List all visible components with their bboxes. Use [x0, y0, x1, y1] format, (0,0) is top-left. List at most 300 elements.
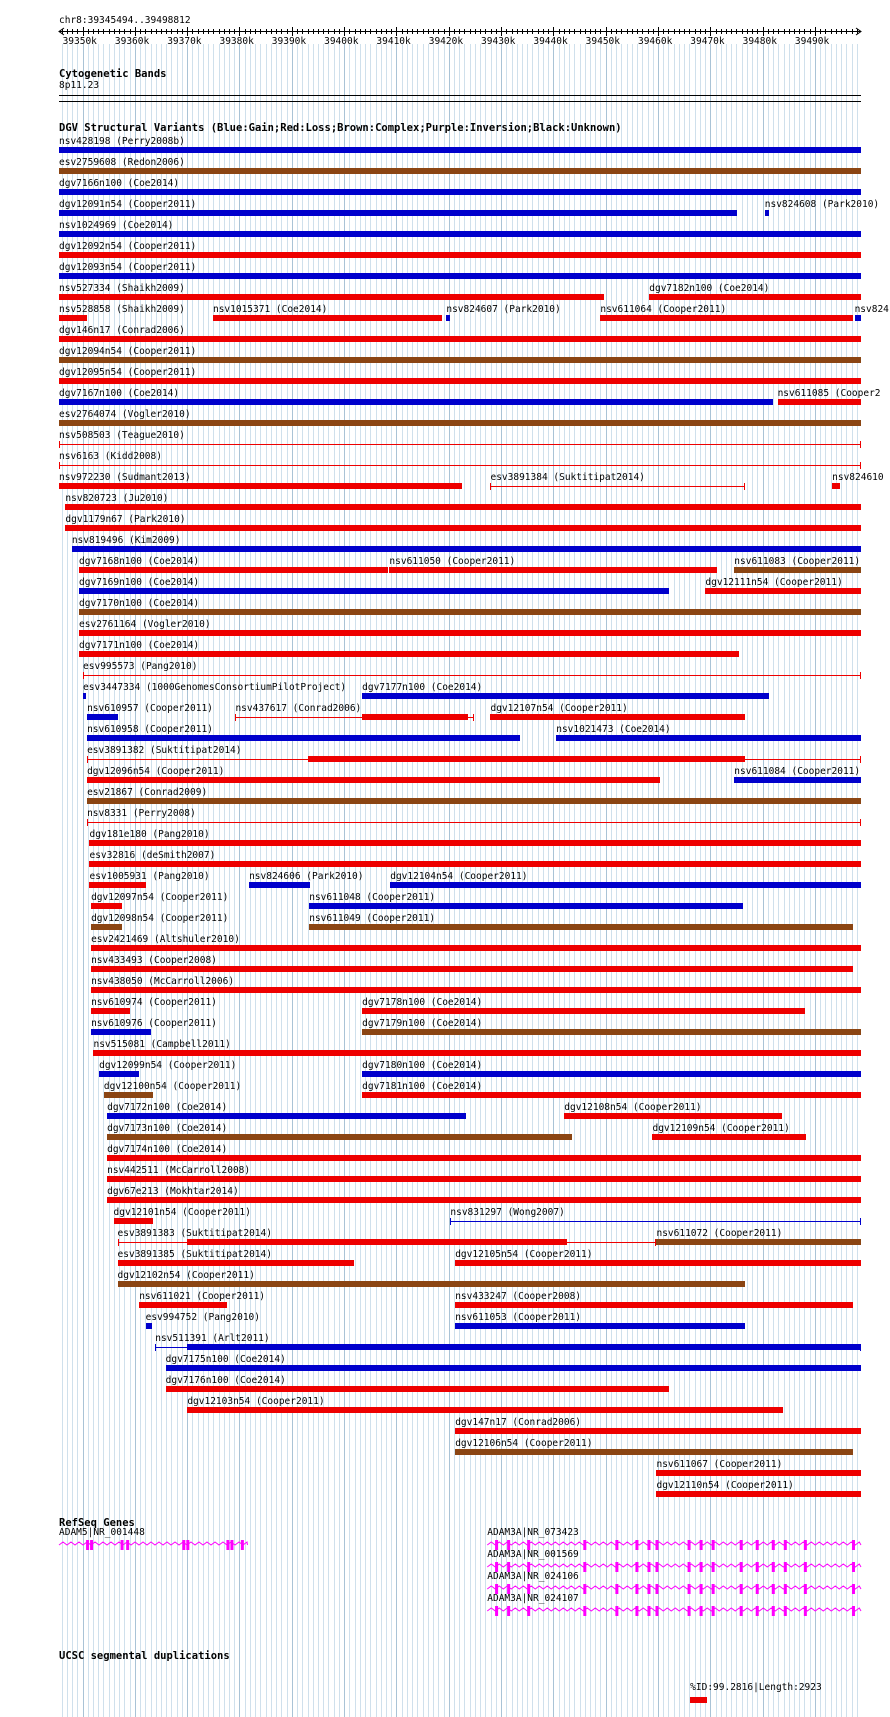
gene-exon — [507, 1606, 510, 1616]
gene-exon — [635, 1584, 638, 1594]
variant-bar[interactable] — [362, 1008, 805, 1014]
variant-bar[interactable] — [107, 1113, 466, 1119]
variant-label: nsv611084 (Cooper2011) — [734, 766, 861, 777]
variant-label: nsv1024969 (Coe2014) — [59, 220, 174, 231]
variant-label: nsv1021473 (Coe2014) — [556, 724, 671, 735]
variant-bar[interactable] — [107, 1197, 861, 1203]
variant-bar[interactable] — [79, 588, 668, 594]
variant-bar[interactable] — [83, 693, 86, 699]
variant-label: dgv7173n100 (Coe2014) — [107, 1123, 228, 1134]
variant-label: dgv12093n54 (Cooper2011) — [59, 262, 197, 273]
variant-bar[interactable] — [734, 567, 861, 573]
variant-bar[interactable] — [91, 903, 121, 909]
variant-label: nsv437617 (Conrad2006) — [235, 703, 362, 714]
variant-label: nsv433493 (Cooper2008) — [91, 955, 217, 966]
variant-bar[interactable] — [705, 588, 861, 594]
variant-label: dgv7180n100 (Coe2014) — [362, 1060, 483, 1071]
variant-end-tick — [87, 819, 88, 826]
variant-label: dgv7170n100 (Coe2014) — [79, 598, 200, 609]
variant-label: nsv611064 (Cooper2011) — [600, 304, 727, 315]
gene-exon — [647, 1562, 650, 1572]
variant-label: nsv824607 (Park2010) — [446, 304, 561, 315]
variant-bar[interactable] — [91, 924, 121, 930]
variant-bar[interactable] — [362, 1092, 861, 1098]
gene-exon — [700, 1540, 703, 1550]
variant-bar[interactable] — [59, 444, 861, 445]
variant-label: dgv7172n100 (Coe2014) — [107, 1102, 228, 1113]
variant-bar[interactable] — [166, 1365, 861, 1371]
variant-bar[interactable] — [59, 378, 861, 384]
variant-bar[interactable] — [107, 1176, 861, 1182]
variant-label: esv32816 (deSmith2007) — [89, 850, 216, 861]
variant-label: esv995573 (Pang2010) — [83, 661, 198, 672]
variant-label: nsv8331 (Perry2008) — [87, 808, 196, 819]
gene-exon — [230, 1540, 233, 1550]
variant-end-tick — [860, 1218, 861, 1225]
variant-label: nsv824606 (Park2010) — [249, 871, 364, 882]
gene-exon — [756, 1606, 759, 1616]
variant-bar[interactable] — [65, 504, 861, 510]
variant-bar[interactable] — [649, 294, 861, 300]
variant-bar[interactable] — [118, 1281, 745, 1287]
variant-label: nsv611085 (Cooper2 — [777, 388, 881, 399]
variant-bar[interactable] — [91, 1029, 151, 1035]
variant-bar[interactable] — [455, 1323, 745, 1329]
gene-exon — [852, 1584, 855, 1594]
variant-bar[interactable] — [118, 1260, 355, 1266]
gene-exon — [712, 1606, 715, 1616]
variant-bar[interactable] — [89, 882, 145, 888]
variant-end-tick — [59, 441, 60, 448]
variant-bar[interactable] — [656, 1470, 861, 1476]
variant-bar[interactable] — [59, 231, 861, 237]
variant-label: dgv7178n100 (Coe2014) — [362, 997, 483, 1008]
variant-label: dgv12100n54 (Cooper2011) — [103, 1081, 242, 1092]
variant-end-tick — [860, 462, 861, 469]
variant-label: dgv12111n54 (Cooper2011) — [705, 577, 843, 588]
variant-label: dgv12099n54 (Cooper2011) — [99, 1060, 237, 1071]
variant-end-tick — [59, 462, 60, 469]
refseq-track-title: RefSeq Genes — [59, 1517, 135, 1529]
variant-label: esv3891382 (Suktitipat2014) — [87, 745, 242, 756]
tick-label: 39470k — [690, 36, 725, 47]
variant-label: dgv12105n54 (Cooper2011) — [455, 1249, 593, 1260]
variant-end-tick — [450, 1218, 451, 1225]
variant-label: nsv433247 (Cooper2008) — [455, 1291, 582, 1302]
variant-label: dgv12097n54 (Cooper2011) — [91, 892, 229, 903]
variant-bar[interactable] — [213, 315, 442, 321]
variant-bar[interactable] — [59, 189, 861, 195]
variant-label: dgv7181n100 (Coe2014) — [362, 1081, 483, 1092]
gene-exon — [583, 1562, 586, 1572]
variant-label: nsv527334 (Shaikh2009) — [59, 283, 185, 294]
variant-end-tick — [235, 714, 236, 721]
gene-exon — [784, 1584, 787, 1594]
variant-bar[interactable] — [87, 735, 520, 741]
track-divider — [59, 95, 861, 96]
variant-label: nsv820723 (Ju2010) — [65, 493, 169, 504]
gene-exon — [635, 1540, 638, 1550]
gene-exon — [772, 1606, 775, 1616]
variant-bar[interactable] — [308, 756, 745, 762]
gene-label: ADAM5|NR_001448 — [59, 1527, 145, 1538]
variant-end-tick — [860, 441, 861, 448]
variant-bar[interactable] — [83, 675, 861, 676]
variant-bar[interactable] — [455, 1302, 853, 1308]
gene-exon — [688, 1606, 691, 1616]
variant-bar[interactable] — [390, 882, 861, 888]
gene-exon — [615, 1606, 618, 1616]
variant-bar[interactable] — [87, 798, 861, 804]
tick-label: 39480k — [742, 36, 777, 47]
variant-label: nsv611021 (Cooper2011) — [139, 1291, 266, 1302]
variant-bar[interactable] — [600, 315, 853, 321]
variant-bar[interactable] — [389, 567, 716, 573]
variant-bar[interactable] — [832, 483, 840, 489]
gene-exon — [647, 1540, 650, 1550]
variant-end-tick — [473, 714, 474, 721]
variant-bar[interactable] — [65, 525, 861, 531]
tick-label: 39410k — [376, 36, 411, 47]
gene-exon — [712, 1584, 715, 1594]
gene-exon — [740, 1562, 743, 1572]
variant-bar[interactable] — [59, 294, 604, 300]
variant-bar[interactable] — [187, 1407, 783, 1413]
variant-label: nsv831297 (Wong2007) — [450, 1207, 565, 1218]
tick-label: 39370k — [167, 36, 202, 47]
variant-bar[interactable] — [187, 1344, 861, 1350]
tick-label: 39350k — [62, 36, 97, 47]
gene-exon — [772, 1584, 775, 1594]
variant-bar[interactable] — [656, 1239, 861, 1245]
variant-bar[interactable] — [362, 1071, 861, 1077]
gene-label: ADAM3A|NR_024107 — [487, 1593, 579, 1604]
variant-label: nsv819496 (Kim2009) — [71, 535, 181, 546]
tick-label: 39450k — [585, 36, 620, 47]
gene-exon — [121, 1540, 124, 1550]
variant-end-tick — [860, 756, 861, 763]
gene-exon — [126, 1540, 129, 1550]
variant-label: esv3891383 (Suktitipat2014) — [117, 1228, 272, 1239]
variant-label: nsv610974 (Cooper2011) — [91, 997, 217, 1008]
tick-label: 39420k — [428, 36, 464, 47]
variant-label: dgv7167n100 (Coe2014) — [59, 388, 180, 399]
variant-label: dgv12096n54 (Cooper2011) — [87, 766, 225, 777]
variant-bar[interactable] — [79, 630, 861, 636]
gene-exon — [688, 1562, 691, 1572]
gene-exon — [804, 1540, 807, 1550]
gene-exon — [655, 1540, 658, 1550]
gene-exon — [804, 1584, 807, 1594]
variant-label: dgv12092n54 (Cooper2011) — [59, 241, 197, 252]
gene-exon — [700, 1584, 703, 1594]
gene-exon — [182, 1540, 185, 1550]
variant-label: nsv511391 (Arlt2011) — [155, 1333, 270, 1344]
variant-bar[interactable] — [91, 987, 861, 993]
variant-label: dgv7175n100 (Coe2014) — [165, 1354, 286, 1365]
variant-label: dgv12107n54 (Cooper2011) — [490, 703, 628, 714]
gene-exon — [700, 1606, 703, 1616]
tick-label: 39440k — [533, 36, 568, 47]
variant-bar[interactable] — [72, 546, 861, 552]
tick-label: 39380k — [219, 36, 254, 47]
variant-label: esv21867 (Conrad2009) — [87, 787, 208, 798]
gene-exon — [495, 1606, 498, 1616]
variant-label: esv3447334 (1000GenomesConsortiumPilotProject) — [83, 682, 347, 693]
tick-label: 39360k — [114, 36, 150, 47]
variant-label: nsv611048 (Cooper2011) — [309, 892, 436, 903]
gene-exon — [804, 1606, 807, 1616]
variant-bar[interactable] — [59, 357, 861, 363]
cytoband-label: 8p11.23 — [59, 80, 100, 91]
gene-exon — [772, 1562, 775, 1572]
gene-exon — [740, 1540, 743, 1550]
gene-exon — [700, 1562, 703, 1572]
tick-label: 39430k — [481, 36, 516, 47]
variant-bar[interactable] — [455, 1428, 861, 1434]
variant-label: dgv12103n54 (Cooper2011) — [187, 1396, 325, 1407]
variant-bar[interactable] — [362, 693, 769, 699]
gene-label: ADAM3A|NR_024106 — [487, 1571, 579, 1582]
variant-bar[interactable] — [139, 1302, 227, 1308]
variant-bar[interactable] — [446, 315, 450, 321]
variant-end-tick — [490, 483, 491, 490]
variant-end-tick — [860, 672, 861, 679]
gene-exon — [852, 1562, 855, 1572]
gene-exon — [756, 1562, 759, 1572]
variant-bar[interactable] — [59, 273, 861, 279]
track-divider — [59, 101, 861, 102]
gene-exon — [784, 1540, 787, 1550]
variant-label: nsv824610 — [832, 472, 884, 483]
variant-bar[interactable] — [87, 714, 118, 720]
dgv-track-title: DGV Structural Variants (Blue:Gain;Red:Loss;Brown:Complex;Purple:Inversion;Black:Unknown) — [59, 122, 622, 134]
gene-exon — [712, 1540, 715, 1550]
variant-label: dgv12095n54 (Cooper2011) — [59, 367, 197, 378]
variant-bar[interactable] — [362, 1029, 861, 1035]
variant-bar[interactable] — [91, 945, 861, 951]
variant-bar[interactable] — [455, 1449, 853, 1455]
variant-bar[interactable] — [455, 1260, 861, 1266]
variant-bar[interactable] — [107, 1155, 861, 1161]
variant-label: dgv7182n100 (Coe2014) — [649, 283, 770, 294]
variant-label: esv994752 (Pang2010) — [145, 1312, 260, 1323]
variant-bar[interactable] — [59, 252, 861, 258]
variant-bar[interactable] — [107, 1134, 572, 1140]
variant-label: nsv508503 (Teague2010) — [59, 430, 185, 441]
variant-bar[interactable] — [309, 924, 853, 930]
variant-end-tick — [118, 1239, 119, 1246]
variant-label: dgv7171n100 (Coe2014) — [79, 640, 200, 651]
variant-label: nsv611050 (Cooper2011) — [389, 556, 516, 567]
variant-label: dgv12102n54 (Cooper2011) — [117, 1270, 255, 1281]
tick-label: 39460k — [637, 36, 673, 47]
variant-bar[interactable] — [362, 714, 468, 720]
gene-exon — [241, 1540, 244, 1550]
variant-end-tick — [83, 672, 84, 679]
region-title: chr8:39345494..39498812 — [59, 15, 191, 26]
variant-label: nsv428198 (Perry2008b) — [59, 136, 185, 147]
variant-bar[interactable] — [89, 840, 861, 846]
variant-label: esv2759608 (Redon2006) — [59, 157, 185, 168]
gene-exon — [583, 1606, 586, 1616]
variant-bar[interactable] — [59, 336, 861, 342]
gene-exon — [86, 1540, 89, 1550]
gene-exon — [615, 1584, 618, 1594]
variant-bar[interactable] — [652, 1134, 806, 1140]
tick-label: 39490k — [794, 36, 830, 47]
gene-label: ADAM3A|NR_001569 — [487, 1549, 579, 1560]
variant-bar[interactable] — [59, 210, 737, 216]
segdup-feature[interactable] — [690, 1697, 707, 1703]
variant-bar[interactable] — [166, 1386, 669, 1392]
variant-label: nsv438050 (McCarroll2006) — [91, 976, 235, 987]
gene-exon — [615, 1540, 618, 1550]
gene-exon — [655, 1562, 658, 1572]
variant-label: nsv610957 (Cooper2011) — [87, 703, 213, 714]
variant-bar[interactable] — [59, 420, 861, 426]
gene-exon — [226, 1540, 229, 1550]
variant-bar[interactable] — [309, 903, 743, 909]
variant-bar[interactable] — [556, 735, 861, 741]
gene-exon — [647, 1584, 650, 1594]
gene-exon — [527, 1606, 530, 1616]
variant-label: dgv12094n54 (Cooper2011) — [59, 346, 197, 357]
variant-bar[interactable] — [114, 1218, 153, 1224]
variant-bar[interactable] — [59, 147, 861, 153]
variant-end-tick — [860, 819, 861, 826]
variant-end-tick — [87, 756, 88, 763]
variant-bar[interactable] — [59, 465, 861, 466]
gene-exon — [688, 1584, 691, 1594]
gene-exon — [804, 1562, 807, 1572]
variant-bar[interactable] — [87, 822, 861, 823]
variant-bar[interactable] — [59, 315, 87, 321]
variant-label: dgv12110n54 (Cooper2011) — [656, 1480, 794, 1491]
variant-label: nsv611072 (Cooper2011) — [656, 1228, 783, 1239]
variant-bar[interactable] — [490, 714, 744, 720]
variant-label: dgv7176n100 (Coe2014) — [165, 1375, 286, 1386]
variant-bar[interactable] — [99, 1071, 139, 1077]
variant-bar[interactable] — [87, 777, 660, 783]
variant-label: dgv7177n100 (Coe2014) — [362, 682, 483, 693]
variant-label: dgv12091n54 (Cooper2011) — [59, 199, 197, 210]
variant-label: dgv12106n54 (Cooper2011) — [455, 1438, 593, 1449]
variant-label: esv2764074 (Vogler2010) — [59, 409, 191, 420]
tick-label: 39390k — [271, 36, 307, 47]
refseq-genes-track — [0, 1527, 890, 1637]
variant-end-tick — [155, 1344, 156, 1351]
gene-exon — [756, 1540, 759, 1550]
gene-exon — [90, 1540, 93, 1550]
variant-label: nsv515081 (Campbell2011) — [93, 1039, 231, 1050]
variant-bar[interactable] — [79, 651, 739, 657]
variant-label: dgv181e180 (Pang2010) — [89, 829, 210, 840]
variant-label: dgv12109n54 (Cooper2011) — [652, 1123, 790, 1134]
gene-exon — [583, 1540, 586, 1550]
gene-exon — [615, 1562, 618, 1572]
variant-bar[interactable] — [765, 210, 769, 216]
gene-exon — [655, 1606, 658, 1616]
gene-exon — [852, 1540, 855, 1550]
variant-bar[interactable] — [59, 483, 462, 489]
variant-bar[interactable] — [104, 1092, 153, 1098]
gene-exon — [784, 1606, 787, 1616]
variant-label: dgv12098n54 (Cooper2011) — [91, 913, 229, 924]
variant-bar[interactable] — [450, 1221, 861, 1222]
variant-bar[interactable] — [59, 399, 773, 405]
variant-bar[interactable] — [93, 1050, 861, 1056]
variant-label: nsv6163 (Kidd2008) — [59, 451, 162, 462]
variant-bar[interactable] — [91, 1008, 129, 1014]
variant-bar[interactable] — [734, 777, 861, 783]
variant-bar[interactable] — [59, 168, 861, 174]
variant-label: dgv147n17 (Conrad2006) — [455, 1417, 582, 1428]
variant-bar[interactable] — [187, 1239, 566, 1245]
gene-exon — [688, 1540, 691, 1550]
variant-bar[interactable] — [778, 399, 861, 405]
variant-bar[interactable] — [490, 486, 744, 487]
variant-label: nsv824608 (Park2010) — [764, 199, 880, 210]
gene-exon — [784, 1562, 787, 1572]
variant-label: nsv611053 (Cooper2011) — [455, 1312, 582, 1323]
variant-label: esv3891384 (Suktitipat2014) — [490, 472, 645, 483]
gene-exon — [655, 1584, 658, 1594]
variant-bar[interactable] — [146, 1323, 152, 1329]
gene-exon — [852, 1606, 855, 1616]
variant-bar[interactable] — [249, 882, 310, 888]
gene-exon — [712, 1562, 715, 1572]
variant-bar[interactable] — [79, 567, 388, 573]
variant-bar[interactable] — [79, 609, 861, 615]
gene-exon — [772, 1540, 775, 1550]
variant-label: dgv12108n54 (Cooper2011) — [564, 1102, 702, 1113]
variant-label: nsv442511 (McCarroll2008) — [107, 1165, 251, 1176]
variant-label: dgv7174n100 (Coe2014) — [107, 1144, 228, 1155]
variant-label: dgv1179n67 (Park2010) — [65, 514, 186, 525]
gene-exon — [583, 1584, 586, 1594]
gene-exon — [756, 1584, 759, 1594]
variant-label: dgv67e213 (Mokhtar2014) — [107, 1186, 239, 1197]
gene-exon — [186, 1540, 189, 1550]
variant-bar[interactable] — [89, 861, 861, 867]
variant-label: dgv146n17 (Conrad2006) — [59, 325, 185, 336]
variant-end-tick — [744, 483, 745, 490]
variant-label: nsv611083 (Cooper2011) — [734, 556, 861, 567]
variant-bar[interactable] — [91, 966, 853, 972]
variant-label: dgv12101n54 (Cooper2011) — [113, 1207, 251, 1218]
cytoband-track-title: Cytogenetic Bands — [59, 68, 167, 80]
variant-bar[interactable] — [564, 1113, 782, 1119]
gene-exon — [740, 1584, 743, 1594]
variant-label: nsv972230 (Sudmant2013) — [59, 472, 191, 483]
variant-label: nsv611067 (Cooper2011) — [656, 1459, 783, 1470]
tick-label: 39400k — [324, 36, 359, 47]
gene-label: ADAM3A|NR_073423 — [487, 1527, 579, 1538]
variant-label: esv2421469 (Altshuler2010) — [91, 934, 240, 945]
gene-exon — [647, 1606, 650, 1616]
variant-label: nsv610958 (Cooper2011) — [87, 724, 213, 735]
segdup-label: %ID:99.2816|Length:2923 — [690, 1682, 822, 1693]
segdup-track-title: UCSC segmental duplications — [59, 1650, 230, 1662]
variant-label: dgv7169n100 (Coe2014) — [79, 577, 200, 588]
variant-bar[interactable] — [855, 315, 861, 321]
variant-label: dgv7166n100 (Coe2014) — [59, 178, 180, 189]
variant-label: nsv824 — [854, 304, 889, 315]
variant-bar[interactable] — [656, 1491, 861, 1497]
variant-label: nsv528858 (Shaikh2009) — [59, 304, 185, 315]
variant-label: esv3891385 (Suktitipat2014) — [117, 1249, 272, 1260]
